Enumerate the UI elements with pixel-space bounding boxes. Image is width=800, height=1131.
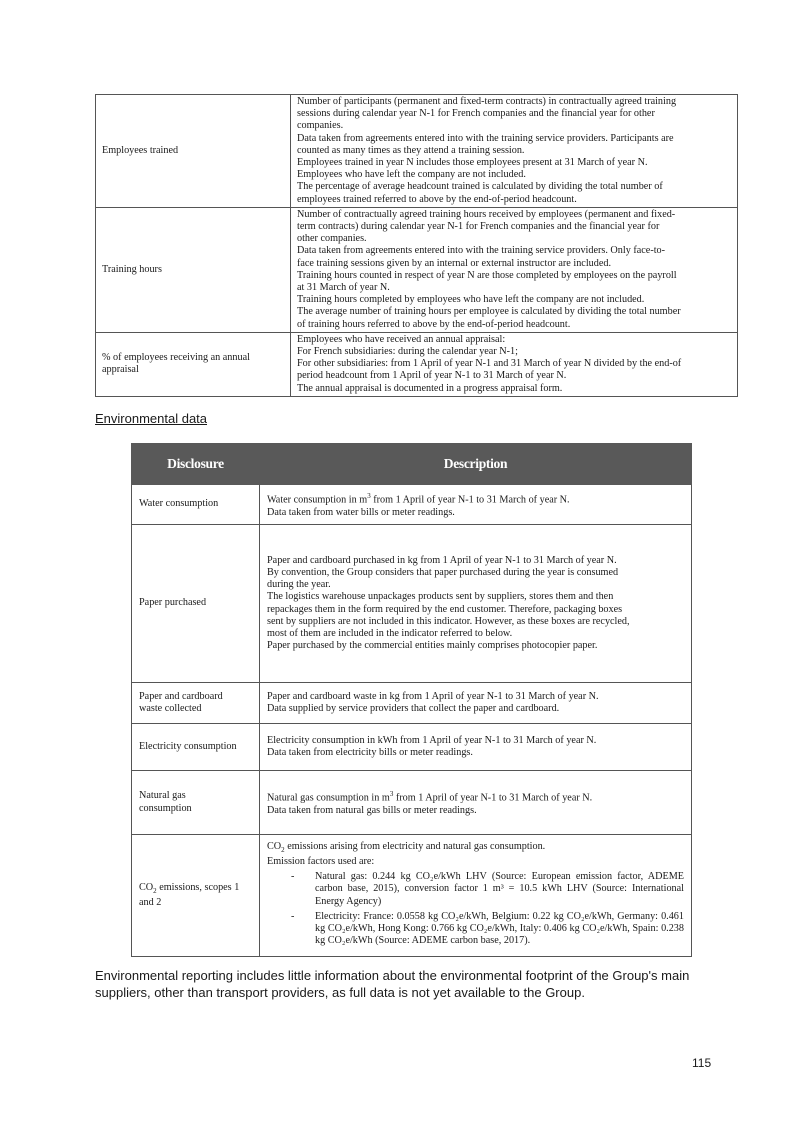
page-number: 115 [692, 1056, 712, 1070]
env-desc-paper [260, 525, 692, 683]
env-row-paper [132, 525, 692, 683]
electricity-factor: - Electricity: France: 0.0558 kg CO₂e/kWh, Belgium: 0.22 kg CO₂e/kWh, Germany: 0.461 kg CO₂e/kWh, Hong Kong: 0.766 kg CO₂e/kWh, Italy: 0.406 kg CO₂e/kWh, Spain: 0.238 kg CO₂e/kWh (Source: ADEME carbon base, 2017). [315, 911, 684, 948]
hr-description-line: Employees trained in year N includes those employees present at 31 March of year N. [297, 157, 648, 169]
hr-table-row [96, 207, 738, 332]
hr-indicator-description [291, 95, 738, 208]
hr-description-line: Training hours counted in respect of year N are those completed by employees on the payroll [297, 269, 677, 281]
paper-description-line: The logistics warehouse unpackages products sent by suppliers, stores them and then [267, 591, 614, 603]
env-label-electricity: Electricity consumption [132, 724, 260, 771]
natural-gas-factor: - Natural gas: 0.244 kg CO₂e/kWh LHV (Source: European emission factor, ADEME carbon base, 2015), conversion factor 1 m³ = 10.5 kWh LHV (Source: International Energy Agency) [315, 871, 684, 908]
hr-description-line: For French subsidiaries: during the calendar year N-1; [297, 346, 518, 358]
paper-description-line: Paper and cardboard purchased in kg from 1 April of year N-1 to 31 March of year N. [267, 554, 617, 566]
environmental-data-heading: Environmental data [95, 411, 208, 426]
hr-description-line: Data taken from agreements entered into with the training service providers. Only face-to- [297, 245, 666, 257]
description-header: Description [260, 444, 692, 485]
env-label-gas: Natural gas consumption [132, 771, 260, 835]
hr-description-line: face training sessions given by an internal or external instructor are included. [297, 257, 612, 269]
paper-description-line: most of them are included in the indicator referred to below. [267, 627, 513, 639]
footnote-paragraph: Environmental reporting includes little information about the environmental footprint of the Group's main suppliers, other than transport providers, as full data is not yet available to the Group. [95, 968, 690, 1000]
env-label-waste: Paper and cardboard waste collected [132, 683, 260, 724]
hr-indicator-label: % of employees receiving an annual appraisal [96, 332, 291, 396]
env-label-paper: Paper purchased [132, 525, 260, 683]
hr-indicators-table [95, 94, 738, 397]
hr-description-line: The percentage of average headcount trained is calculated by dividing the total number of [297, 181, 663, 193]
hr-indicator-description [291, 332, 738, 396]
env-row-co2 [132, 835, 692, 957]
hr-description-line: period headcount from 1 April of year N-1 to 31 March of year N. [297, 370, 567, 382]
env-row-electricity [132, 724, 692, 771]
hr-description-line: Number of contractually agreed training hours received by employees (permanent and fixed- [297, 208, 676, 220]
env-desc-water [260, 485, 692, 525]
hr-description-line: The annual appraisal is documented in a progress appraisal form. [297, 382, 563, 394]
hr-description-line: Number of participants (permanent and fixed-term contracts) in contractually agreed training [297, 96, 677, 107]
hr-description-line: term contracts) during calendar year N-1 for French companies and the financial year for [297, 221, 660, 233]
paper-description-line: during the year. [267, 579, 331, 591]
emission-factors-list [267, 871, 684, 947]
env-row-waste [132, 683, 692, 724]
env-desc-line: Water consumption in $m^3$ from 1 April of year N-1 to 31 March of year N. [267, 492, 570, 506]
env-desc-electricity: Electricity consumption in kWh from 1 April of year N-1 to 31 March of year N. Data taken from electricity bills or meter readings. [260, 724, 692, 771]
hr-indicator-label: Training hours [96, 207, 291, 332]
env-row-water [132, 485, 692, 525]
hr-description-line: Data taken from agreements entered into with the training service providers. Participants are [297, 132, 674, 144]
paper-description-line: sent by suppliers are not included in this indicator. However, as these boxes are recycled, [267, 615, 630, 627]
env-desc-waste: Paper and cardboard waste in kg from 1 April of year N-1 to 31 March of year N. Data supplied by service providers that collect the paper and cardboard. [260, 683, 692, 724]
hr-description-line: Training hours completed by employees who have left the company are not included. [297, 294, 645, 306]
env-desc-gas: Natural gas consumption in $m^3$ from 1 April of year N-1 to 31 March of year N. Data taken from natural gas bills or meter readings. [260, 771, 692, 835]
hr-description-line: employees trained referred to above by the end-of-period headcount. [297, 193, 577, 205]
env-label-water: Water consumption [132, 485, 260, 525]
disclosure-header: Disclosure [132, 444, 260, 485]
hr-indicator-label: Employees trained [96, 95, 291, 208]
hr-description-line: other companies. [297, 233, 367, 245]
hr-description-line: counted as many times as they attend a training session. [297, 144, 525, 156]
paper-description-line: repackages them in the form required by the end customer. Therefore, packaging boxes [267, 603, 623, 615]
paper-description-line: By convention, the Group considers that paper purchased during the year is consumed [267, 566, 619, 578]
hr-description-line: For other subsidiaries: from 1 April of year N-1 and 31 March of year N divided by the end-of [297, 358, 682, 370]
hr-table-body [96, 95, 738, 397]
hr-description-line: Employees who have left the company are not included. [297, 169, 526, 181]
hr-description-line: The average number of training hours per employee is calculated by dividing the total number [297, 306, 681, 318]
hr-description-line: of training hours referred to above by the end-of-period headcount. [297, 318, 571, 330]
hr-description-line: sessions during calendar year N-1 for French companies and the financial year for other [297, 108, 655, 120]
hr-description-line: companies. [297, 120, 344, 132]
env-row-gas [132, 771, 692, 835]
paper-description-line: Paper purchased by the commercial entities mainly comprises photocopier paper. [267, 640, 598, 652]
environmental-data-table [131, 443, 692, 957]
hr-indicator-description [291, 207, 738, 332]
hr-table-row [96, 332, 738, 396]
env-desc-line: Data taken from water bills or meter readings. [267, 506, 455, 518]
env-table-header-row [132, 444, 692, 485]
hr-description-line: at 31 March of year N. [297, 282, 390, 294]
env-label-co2: $CO_2$ emissions, scopes 1 and 2 [132, 835, 260, 957]
hr-table-row [96, 95, 738, 208]
env-desc-co2: $CO_2$ emissions arising from electricity and natural gas consumption. Emission factors used are: - Natural gas: 0.244 kg CO₂e/kWh LHV (Source: European emission factor, ADEME carbon base, 2015), conversion factor 1 m³ = 10.5 kWh LHV (Source: International Energy Agency) - Electricity: France: 0.0558 kg CO₂e/kWh, Belgium: 0.22 kg CO₂e/kWh, Germany: 0.461 kg CO₂e/kWh, Hong Kong: 0.766 kg CO₂e/kWh, Italy: 0.406 kg CO₂e/kWh, Spain: 0.238 kg CO₂e/kWh (Source: ADEME carbon base, 2017). [260, 835, 692, 957]
hr-description-line: Employees who have received an annual appraisal: [297, 333, 506, 345]
